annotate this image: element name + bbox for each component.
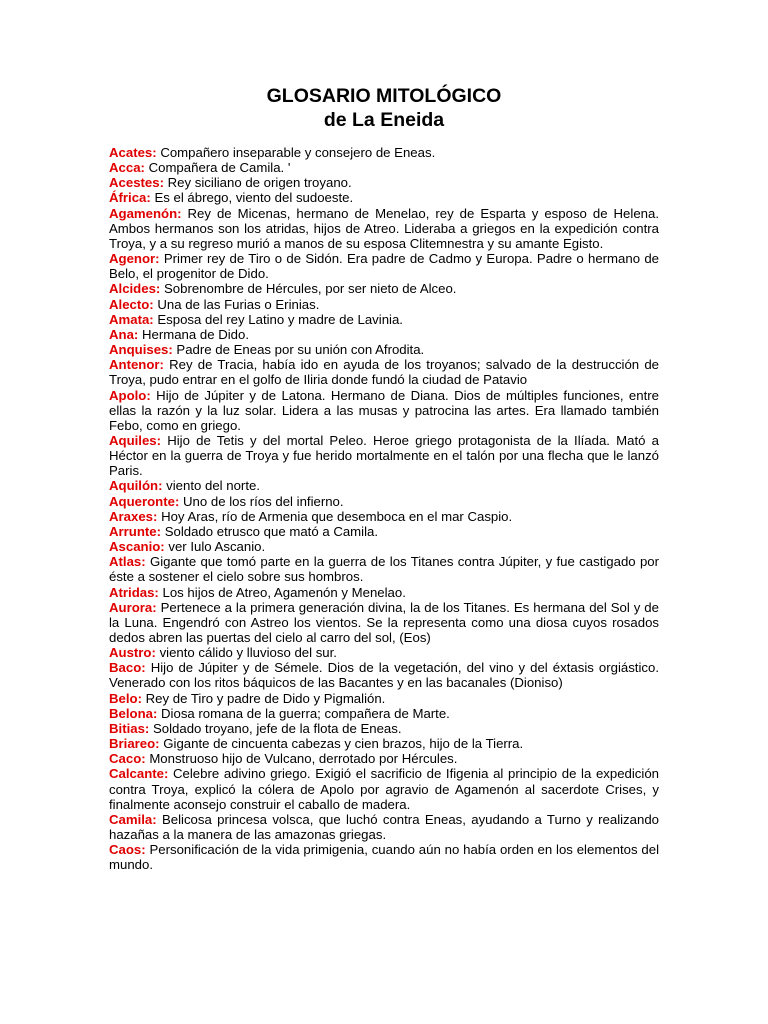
glossary-definition: Una de las Furias o Erinias. — [157, 296, 320, 312]
glossary-entry — [109, 342, 659, 357]
glossary-term: Caos: — [109, 842, 146, 858]
glossary-term: Austro: — [109, 645, 156, 661]
glossary-entry — [109, 281, 659, 296]
glossary-term: Antenor: — [109, 357, 164, 373]
glossary-definition: Pertenece a la primera generación divina, la de los Titanes. Es hermana del Sol y de la Luna. Engendró con Astreo los vientos. Se la representa como una diosa cuyos rosados dedos abren las puertas del cielo al carro del sol, (Eos) — [109, 599, 659, 645]
glossary-definition: Soldado troyano, jefe de la flota de Eneas. — [152, 720, 402, 736]
glossary-entry — [109, 175, 659, 190]
glossary-definition: viento del norte. — [166, 478, 260, 494]
glossary-entry — [109, 554, 659, 584]
glossary-term: Atridas: — [109, 584, 159, 600]
glossary-definition: Padre de Eneas por su unión con Afrodita. — [176, 342, 425, 358]
glossary-definition: Gigante de cincuenta cabezas y cien brazos, hijo de la Tierra. — [163, 736, 524, 752]
glossary-term: Alcides: — [109, 281, 161, 297]
glossary-entry — [109, 691, 659, 706]
glossary-definition: Sobrenombre de Hércules, por ser nieto de Alceo. — [163, 281, 457, 297]
glossary-term: Alecto: — [109, 296, 154, 312]
glossary-definition: Rey siciliano de origen troyano. — [167, 175, 352, 191]
glossary-term: Atlas: — [109, 554, 146, 570]
glossary-entry — [109, 539, 659, 554]
glossary-term: Camila: — [109, 811, 157, 827]
glossary-definition: Hijo de Júpiter y de Latona. Hermano de Diana. Dios de múltiples funciones, entre ellas la razón y la luz solar. Lidera a las musas y patrocina las artes. Era llamado también Febo, como en griego. — [109, 387, 659, 433]
glossary-definition: Monstruoso hijo de Vulcano, derrotado por Hércules. — [149, 751, 458, 767]
glossary-entry — [109, 706, 659, 721]
glossary-term: Caco: — [109, 751, 146, 767]
glossary-entry — [109, 766, 659, 811]
glossary-term: Anquises: — [109, 342, 173, 358]
glossary-term: Aquiles: — [109, 432, 162, 448]
glossary-term: Acca: — [109, 160, 145, 176]
glossary-entry — [109, 190, 659, 205]
glossary-entry — [109, 388, 659, 433]
glossary-definition: Belicosa princesa volsca, que luchó contra Eneas, ayudando a Turno y realizando hazañas a la manera de las amazonas griegas. — [109, 811, 659, 843]
glossary-entry — [109, 478, 659, 493]
glossary-term: Bitias: — [109, 720, 150, 736]
glossary-definition: Compañero inseparable y consejero de Eneas. — [160, 145, 436, 160]
glossary-entry — [109, 812, 659, 842]
glossary-term: Belo: — [109, 690, 142, 706]
glossary-entry — [109, 751, 659, 766]
glossary-term: Acestes: — [109, 175, 164, 191]
glossary-entry — [109, 206, 659, 251]
glossary-definition: Hermana de Dido. — [141, 326, 250, 342]
glossary-definition: Rey de Tracia, había ido en ayuda de los troyanos; salvado de la destrucción de Troya, pudo entrar en el golfo de Iliria donde fundó la ciudad de Patavio — [109, 357, 660, 388]
glossary-definition: Celebre adivino griego. Exigió el sacrificio de Ifigenia al principio de la expedición contra Troya, explicó la cólera de Apolo por agravio de Agamenón al sacerdote Crises, y finalmente aconsejo construir el caballo de madera. — [109, 766, 659, 812]
glossary-entry — [109, 660, 659, 690]
glossary-entry — [109, 251, 659, 281]
glossary-definition: Personificación de la vida primigenia, cuando aún no había orden en los elementos del mundo. — [109, 842, 659, 873]
glossary-entry — [109, 645, 659, 660]
glossary-term: Araxes: — [109, 508, 158, 524]
title-line-1: GLOSARIO MITOLÓGICO — [266, 85, 502, 107]
glossary-definition: Hijo de Júpiter y de Sémele. Dios de la vegetación, del vino y del éxtasis orgiástico. Venerado con los ritos báquicos de las Bacantes y en las bacanales (Dioniso) — [109, 660, 659, 691]
glossary-entry — [109, 600, 659, 645]
glossary-entry — [109, 494, 659, 509]
glossary-definition: Diosa romana de la guerra; compañera de Marte. — [161, 705, 450, 721]
document-title — [0, 84, 768, 132]
glossary-term: Belona: — [109, 705, 158, 721]
glossary-entry — [109, 327, 659, 342]
glossary-term: Ana: — [109, 326, 139, 342]
glossary-definition: Compañera de Camila. ' — [148, 160, 291, 176]
glossary-definition: Rey de Micenas, hermano de Menelao, rey de Esparta y esposo de Helena. Ambos hermanos son los atridas, hijos de Atreo. Lideraba a griegos en la expedición contra Troya, y a su regreso murió a manos de su esposa Clitemnestra y su amante Egisto. — [109, 205, 659, 251]
glossary-definition: Los hijos de Atreo, Agamenón y Menelao. — [162, 584, 406, 600]
glossary-entry — [109, 145, 659, 160]
glossary-term: Calcante: — [109, 766, 169, 782]
glossary-entry — [109, 721, 659, 736]
glossary-term: Agenor: — [109, 251, 160, 267]
glossary-entry — [109, 509, 659, 524]
glossary-term: Aurora: — [109, 599, 157, 615]
glossary-definition: Gigante que tomó parte en la guerra de los Titanes contra Júpiter, y fue castigado por éste a sostener el cielo sobre sus hombros. — [109, 554, 659, 585]
glossary-entry — [109, 297, 659, 312]
glossary-term: Apolo: — [109, 387, 151, 403]
glossary-entry — [109, 160, 659, 175]
glossary-entry — [109, 433, 659, 478]
glossary-entry — [109, 357, 659, 387]
glossary-term: Acates: — [109, 145, 157, 160]
glossary-definition: Primer rey de Tiro o de Sidón. Era padre de Cadmo y Europa. Padre o hermano de Belo, el progenitor de Dido. — [109, 251, 659, 282]
glossary-term: Arrunte: — [109, 523, 162, 539]
glossary-definition: Rey de Tiro y padre de Dido y Pigmalión. — [145, 690, 386, 706]
glossary-definition: Es el ábrego, viento del sudoeste. — [154, 190, 354, 206]
glossary-term: Ascanio: — [109, 539, 165, 555]
glossary-entry — [109, 842, 659, 872]
glossary-term: Agamenón: — [109, 205, 182, 221]
glossary-entry — [109, 736, 659, 751]
glossary-definition: Esposa del rey Latino y madre de Lavinia. — [157, 311, 403, 327]
glossary-list — [109, 145, 659, 873]
glossary-definition: Hoy Aras, río de Armenia que desemboca en el mar Caspio. — [161, 508, 513, 524]
glossary-term: Aquilón: — [109, 478, 163, 494]
glossary-entry — [109, 524, 659, 539]
glossary-definition: Hijo de Tetis y del mortal Peleo. Heroe griego protagonista de la Ilíada. Mató a Héctor en la guerra de Troya y fue herido mortalmente en el talón por una flecha que le lanzó Paris. — [109, 432, 659, 479]
glossary-term: Aqueronte: — [109, 493, 180, 509]
glossary-term: África: — [109, 190, 151, 206]
glossary-entry — [109, 585, 659, 600]
glossary-term: Amata: — [109, 311, 154, 327]
glossary-term: Baco: — [109, 660, 146, 676]
glossary-entry — [109, 312, 659, 327]
glossary-term: Briareo: — [109, 736, 160, 752]
glossary-definition: Soldado etrusco que mató a Camila. — [164, 523, 379, 539]
glossary-definition: viento cálido y lluvioso del sur. — [159, 645, 337, 661]
title-line-2: de La Eneida — [323, 109, 445, 131]
glossary-definition: Uno de los ríos del infierno. — [183, 493, 344, 509]
glossary-definition: ver Iulo Ascanio. — [168, 539, 266, 555]
